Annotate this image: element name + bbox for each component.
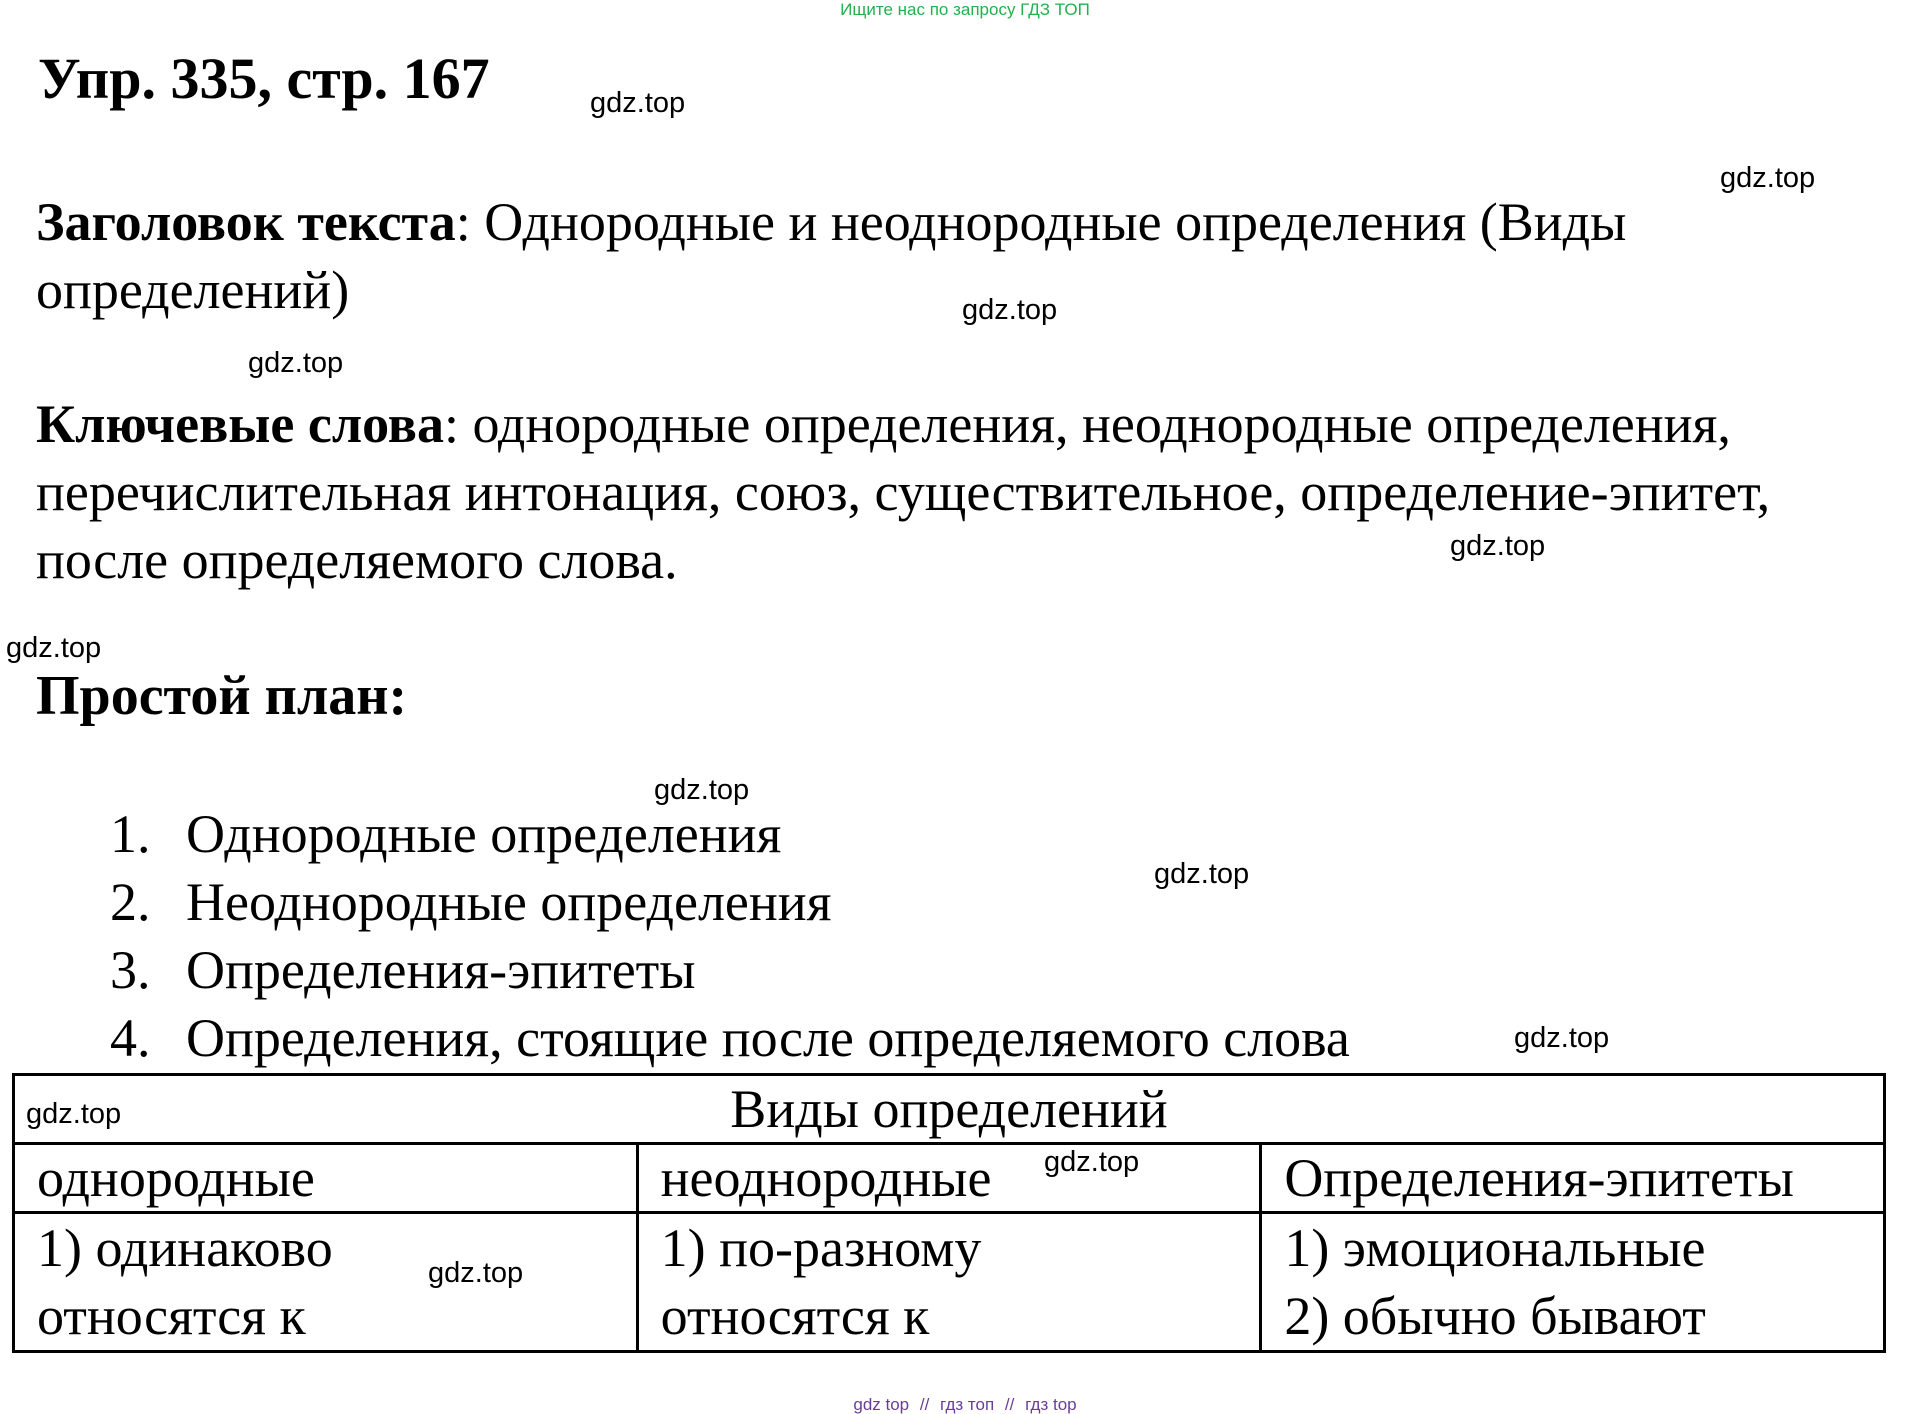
bottom-note-part: gdz top — [853, 1395, 910, 1414]
plan-item — [110, 936, 1350, 1004]
watermark: gdz.top — [590, 87, 686, 119]
watermark: gdz.top — [1044, 1146, 1140, 1178]
bottom-note-separator: // — [1004, 1395, 1015, 1414]
watermark: gdz.top — [1514, 1022, 1610, 1054]
keywords-label: Ключевые слова — [36, 394, 444, 454]
plan-item-text: Неоднородные определения — [186, 872, 832, 932]
keywords-paragraph — [36, 390, 1826, 594]
table-cell-epithets — [1261, 1213, 1885, 1352]
bottom-note-separator: // — [919, 1395, 930, 1414]
cell-line: относятся к — [660, 1286, 930, 1346]
cell-line: 2) обычно бывают — [1284, 1286, 1706, 1346]
plan-item-number: 3. — [110, 940, 151, 1000]
watermark: gdz.top — [1154, 858, 1250, 890]
cell-line: 1) эмоциональные — [1284, 1218, 1706, 1278]
table-cell-homogeneous — [14, 1213, 638, 1352]
keywords-value: : однородные определения, неоднородные определения, перечислительная интонация, союз, существительное, определение-эпитет, после определяемого слова. — [36, 394, 1771, 590]
watermark: gdz.top — [6, 632, 102, 664]
cell-line: относятся к — [37, 1286, 306, 1346]
table-cell-heterogeneous — [637, 1213, 1261, 1352]
plan-item-text: Однородные определения — [186, 804, 782, 864]
plan-item-text: Определения-эпитеты — [186, 940, 696, 1000]
watermark: gdz.top — [1720, 162, 1816, 194]
table-header-epithets: Определения-эпитеты — [1261, 1144, 1885, 1213]
bottom-note-part: гдз top — [1025, 1395, 1077, 1414]
watermark: gdz.top — [248, 347, 344, 379]
page-title: Упр. 335, стр. 167 — [38, 46, 490, 111]
watermark: gdz.top — [962, 294, 1058, 326]
bottom-site-note — [0, 1396, 1930, 1413]
text-heading-value: : Однородные и неоднородные определения (Виды определений) — [36, 192, 1627, 320]
table-header-homogeneous: однородные — [14, 1144, 638, 1213]
text-heading-paragraph — [36, 188, 1826, 324]
plan-item-number: 2. — [110, 872, 151, 932]
definitions-table — [12, 1073, 1886, 1353]
plan-title: Простой план: — [36, 665, 408, 727]
table-header-heterogeneous: неоднородные — [637, 1144, 1261, 1213]
table-caption: Виды определений — [14, 1075, 1885, 1144]
plan-item-number: 1. — [110, 804, 151, 864]
text-heading-label: Заголовок текста — [36, 192, 456, 252]
plan-item-number: 4. — [110, 1008, 151, 1068]
watermark: gdz.top — [654, 774, 750, 806]
cell-line: 1) по-разному — [660, 1218, 982, 1278]
watermark: gdz.top — [428, 1257, 524, 1289]
plan-item-text: Определения, стоящие после определяемого слова — [186, 1008, 1350, 1068]
cell-line: 1) одинаково — [37, 1218, 333, 1278]
bottom-note-part: гдз топ — [940, 1395, 995, 1414]
site-search-note: Ищите нас по запросу ГДЗ ТОП — [840, 0, 1090, 19]
watermark: gdz.top — [1450, 530, 1546, 562]
watermark: gdz.top — [26, 1098, 122, 1130]
plan-list — [110, 800, 1350, 1072]
plan-item — [110, 1004, 1350, 1072]
